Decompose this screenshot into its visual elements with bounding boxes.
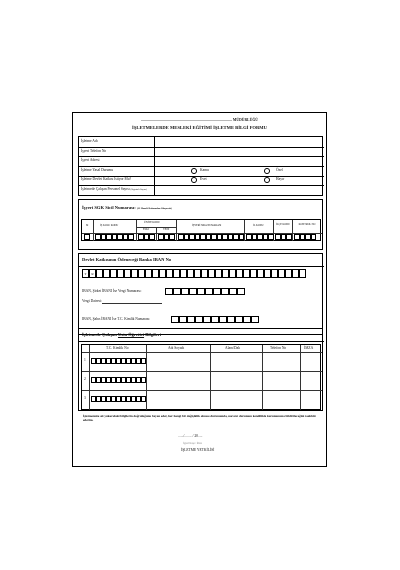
company-info-table [78,136,323,196]
col-m: M [86,224,89,227]
tax-office-line[interactable] [102,303,162,304]
sgk-kontrol-cells[interactable] [294,234,316,240]
row-number-3: 3 [84,396,86,400]
iban-main-cells[interactable] [82,269,306,278]
sgk-title: İşyeri SGK Sicil Numarası: (23 Haneli Rakamdan Oluşacak) [82,205,172,210]
authority-label: İŞLETME YETKİLİSİ [181,448,215,452]
master-title: İşletmede Çalışan Usta Öğretici Bilgileri [82,332,162,337]
iban-title: Devlet Katkısının Ödeneceği Banka IBAN No [82,257,172,262]
col-name: Adı Soyadı [168,346,185,350]
tax-office-label: Vergi Dairesi: [82,299,102,303]
iban-section [78,253,323,335]
personnel-count-label: İşletmede Çalışan Personel Sayısı (Sigortalı Sayısı) [81,187,147,191]
master-table [81,344,321,410]
option-hayir-label: Hayır [276,177,285,181]
radio-ozel[interactable] [264,168,270,174]
stamp-label: İşyeri Kaşe / İmza [183,442,202,445]
iban-prefix-r: R [89,269,96,278]
state-support-label: İşletme Devlet Katkısı İstiyor Mu? [81,177,132,181]
sgk-section [78,199,323,250]
company-name-label: İşletme Adı [81,139,98,143]
master-trainer-section [78,328,323,411]
radio-hayir[interactable] [264,177,270,183]
col-yeni: YENİ [163,228,170,231]
col-ilce: İLÇE KODU [276,223,290,226]
tc-number-cells[interactable] [171,316,259,323]
row-number-2: 2 [84,377,86,381]
radio-kamu[interactable] [191,168,197,174]
option-ozel-label: Özel [276,168,283,172]
col-tc: T.C. Kimlik No [106,346,129,350]
col-il: İL KODU [253,224,264,227]
company-iban-label: IBAN, Şirket İBANI İse Vergi Numarası: [82,289,142,293]
sgk-eski-cells[interactable] [138,234,155,240]
tc-cells-row-2[interactable] [91,377,146,383]
sgk-subtitle: (23 Haneli Rakamdan Oluşacak) [136,207,172,210]
col-kontrol: KONTROL NO [298,223,316,226]
sgk-yeni-cells[interactable] [158,234,175,240]
tc-cells-row-3[interactable] [91,396,146,402]
col-is-kolu: İŞ KOLU KODU [100,224,119,227]
radio-evet[interactable] [191,177,197,183]
iban-prefix-t: T [82,269,89,278]
row-number-1: 1 [84,358,86,362]
legal-status-label: İşletme Yasal Durumu [81,168,114,172]
col-field: Alanı/Dalı [225,346,241,350]
col-phone: Telefon No [270,346,287,350]
sgk-m-cells[interactable] [84,234,90,240]
option-evet-label: Evet [200,177,207,181]
sgk-sira-cells[interactable] [178,234,244,240]
phone-label: İşyeri Telefon No [81,149,107,153]
personnel-note: (Sigortalı Sayısı) [130,188,147,191]
sgk-code-table [81,219,321,241]
col-signature: İMZA [304,346,314,350]
person-iban-label: IBAN, Şahıs İBANI İse T.C. Kimlik Numarası: [82,317,151,321]
declaration-text: İşletmemize ait yukarıdaki bilgilerin doğruluğunu beyan eder, her hangi bir değişiklik olması durumunda, mevcut durumun kendilikle kurumunuza bildirileceğini taahhüt ederim. [83,414,316,423]
col-eski: ESKİ [143,228,149,231]
sgk-ilce-cells[interactable] [275,234,292,240]
tc-cells-row-1[interactable] [91,358,146,364]
address-label: İşyeri Adresi [81,158,100,162]
form-page [72,112,327,467]
date-line[interactable]: ....../........ / 20..... [178,434,203,438]
col-sira: İŞYERİ SIRA NUMARASI [192,224,222,227]
directorate-line: ........................................................................................... MÜDÜRLÜĞÜ [141,118,258,122]
tax-number-cells[interactable] [165,288,245,295]
sgk-iskolu-cells[interactable] [95,234,134,240]
option-kamu-label: Kamu [200,168,209,172]
col-unite: ÜNİTE KODU [144,221,160,224]
form-title: İŞLETMELERDE MESLEKİ EĞİTİMİ İŞLETME BİLGİ FORMU [132,125,267,130]
sgk-il-cells[interactable] [246,234,274,240]
